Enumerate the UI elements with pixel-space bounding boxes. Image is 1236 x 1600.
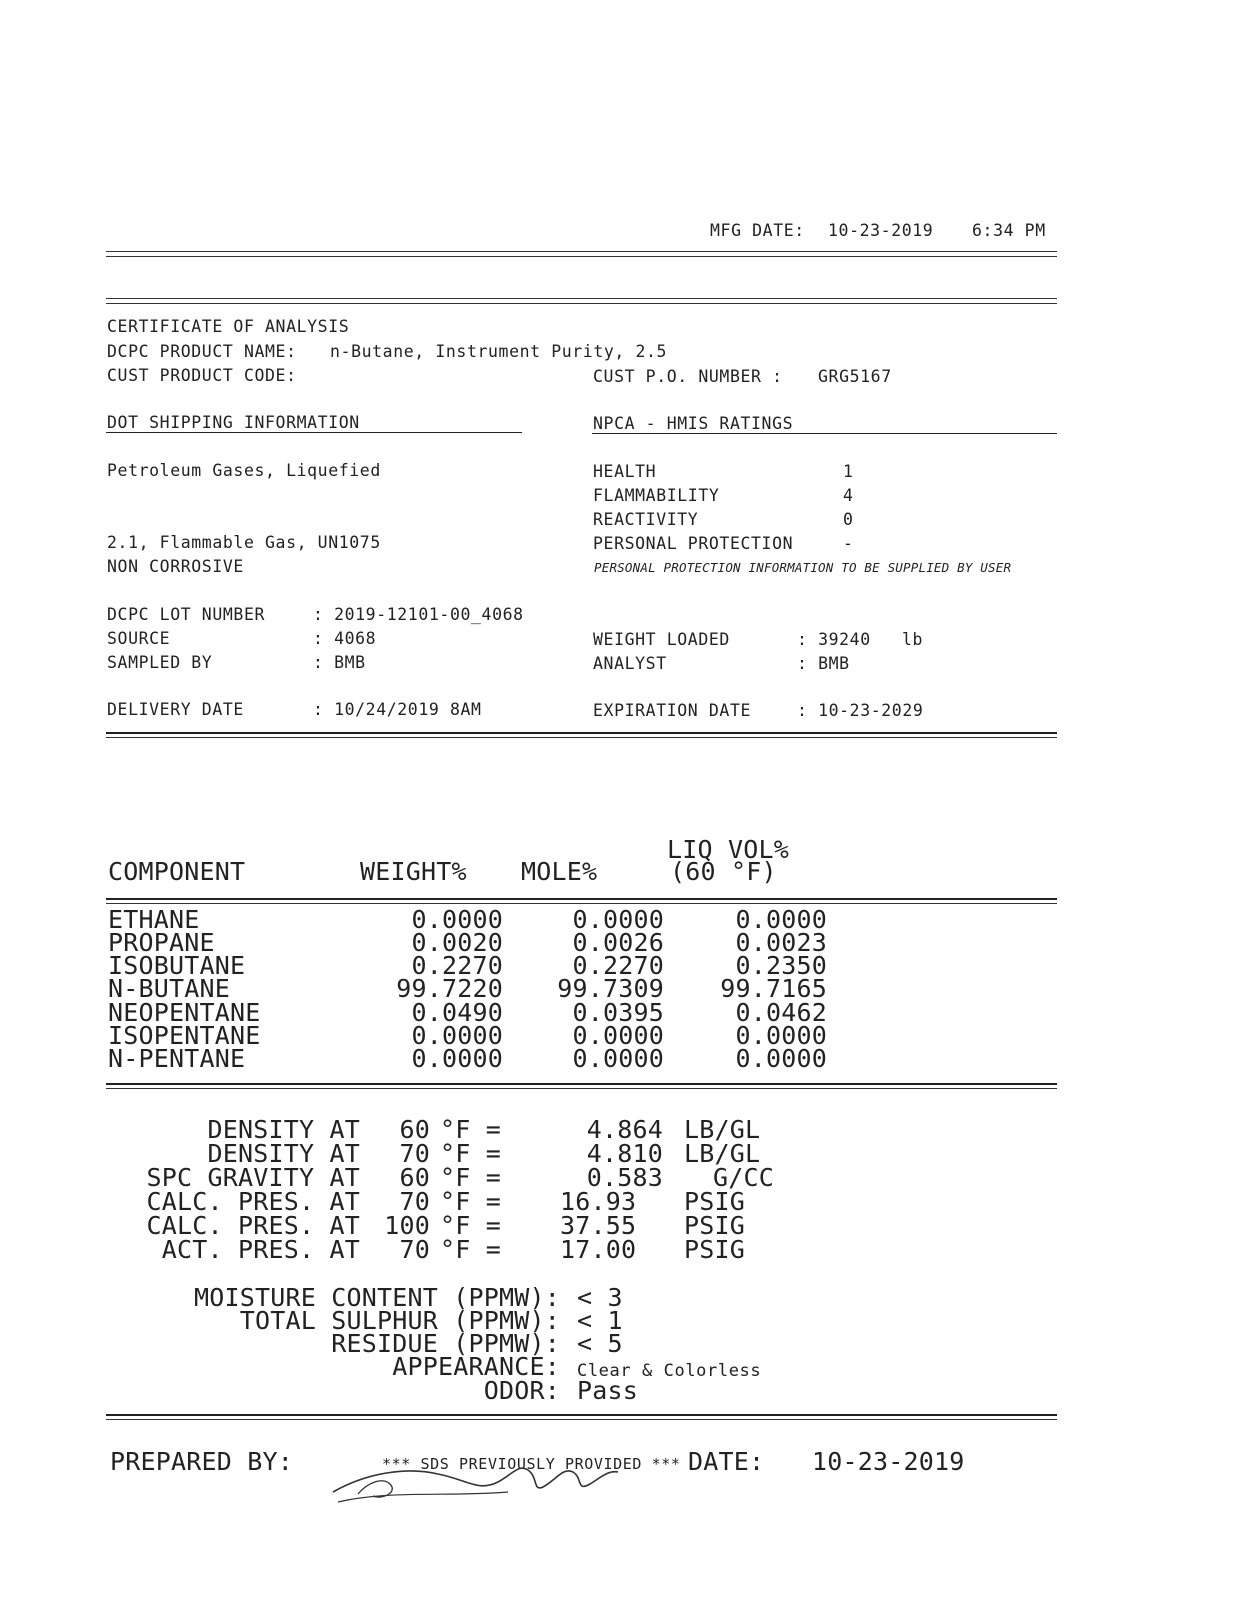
component-liq-vol: 0.0000 [735, 1021, 827, 1050]
property-value: 37.55 [560, 1211, 637, 1240]
component-liq-vol: 99.7165 [720, 974, 827, 1003]
test-label: RESIDUE (PPMW): [331, 1329, 560, 1358]
hmis-label-health: HEALTH [593, 462, 657, 481]
dot-heading: DOT SHIPPING INFORMATION [107, 413, 360, 432]
section-rule-top [106, 298, 1057, 299]
mfg-date: 10-23-2019 [828, 221, 934, 240]
property-unit: °F = [440, 1163, 502, 1192]
sds-notice: *** SDS PREVIOUSLY PROVIDED *** [382, 1455, 681, 1473]
component-liq-vol: 0.0000 [735, 1044, 827, 1073]
test-label: MOISTURE CONTENT (PPMW): [193, 1283, 560, 1312]
property-unit: °F = [440, 1139, 502, 1168]
test-value: Pass [577, 1376, 639, 1405]
lot-number: : 2019-12101-00_4068 [313, 605, 524, 624]
component-name: N-PENTANE [108, 1044, 246, 1073]
property-label: ACT. PRES. AT [161, 1235, 360, 1264]
property-value: 4.810 [586, 1139, 663, 1168]
hmis-label-flammability: FLAMMABILITY [593, 486, 720, 505]
component-name: ISOPENTANE [108, 1021, 261, 1050]
lot-rule-top [106, 732, 1057, 734]
property-value: 0.583 [586, 1163, 663, 1192]
lot-rule-bottom [106, 737, 1057, 738]
test-label: APPEARANCE: [392, 1352, 560, 1381]
test-value: < 1 [577, 1306, 623, 1335]
property-temp: 60 [399, 1163, 430, 1192]
component-weight: 0.0000 [411, 1021, 503, 1050]
col-header-component: COMPONENT [108, 857, 246, 886]
tests-rule-bottom [106, 1419, 1057, 1420]
hmis-value-flammability: 4 [843, 486, 854, 505]
product-name-label: DCPC PRODUCT NAME: [107, 342, 297, 361]
hmis-heading: NPCA - HMIS RATINGS [593, 414, 794, 433]
property-label: CALC. PRES. AT [146, 1187, 360, 1216]
component-mole: 0.0000 [572, 1021, 664, 1050]
mfg-date-label: MFG DATE: [710, 221, 805, 240]
expiration-date-label: EXPIRATION DATE [593, 701, 752, 720]
test-value: < 5 [577, 1329, 623, 1358]
header-rule-top [106, 251, 1057, 252]
component-liq-vol: 0.0462 [735, 998, 827, 1027]
mfg-time: 6:34 PM [972, 221, 1046, 240]
component-name: NEOPENTANE [108, 998, 261, 1027]
test-label: ODOR: [483, 1376, 560, 1405]
handwritten-signature [328, 1462, 628, 1512]
components-rule-bottom [106, 1088, 1057, 1089]
source-value: : 4068 [313, 629, 377, 648]
component-weight: 0.0000 [411, 905, 503, 934]
property-unit: °F = [440, 1235, 502, 1264]
dot-line-2: 2.1, Flammable Gas, UN1075 [107, 533, 381, 552]
components-rule-top [106, 1083, 1057, 1085]
property-temp: 70 [399, 1139, 430, 1168]
component-weight: 0.2270 [411, 951, 503, 980]
header-rule-bottom [106, 256, 1057, 257]
property-value: 16.93 [560, 1187, 637, 1216]
property-value: 4.864 [586, 1115, 663, 1144]
component-mole: 99.7309 [557, 974, 664, 1003]
source-label: SOURCE [107, 629, 171, 648]
hmis-value-personal-protection: - [843, 534, 854, 553]
cust-product-code-label: CUST PRODUCT CODE: [107, 366, 297, 385]
test-value: < 3 [577, 1283, 623, 1312]
property-label: DENSITY AT [207, 1139, 360, 1168]
col-header-liq-temp: (60 °F) [670, 857, 777, 886]
expiration-date-value: : 10-23-2029 [797, 701, 924, 720]
property-value: 17.00 [560, 1235, 637, 1264]
prepared-by-label: PREPARED BY: [110, 1447, 294, 1476]
property-temp: 70 [399, 1235, 430, 1264]
property-unit: °F = [440, 1211, 502, 1240]
analyst-label: ANALYST [593, 654, 667, 673]
property-measure: LB/GL [684, 1139, 761, 1168]
sampled-by-value: : BMB [313, 653, 366, 672]
cust-po-label: CUST P.O. NUMBER : [593, 367, 783, 386]
footer-date: 10-23-2019 [812, 1447, 965, 1476]
component-mole: 0.0000 [572, 905, 664, 934]
col-header-mole: MOLE% [521, 857, 598, 886]
property-unit: °F = [440, 1187, 502, 1216]
test-value: Clear & Colorless [577, 1361, 762, 1381]
component-liq-vol: 0.0000 [735, 905, 827, 934]
cust-po-number: GRG5167 [818, 367, 892, 386]
component-name: ETHANE [108, 905, 200, 934]
property-measure: PSIG [684, 1211, 746, 1240]
hmis-heading-underline [592, 433, 1057, 434]
hmis-value-reactivity: 0 [843, 510, 854, 529]
component-name: N-BUTANE [108, 974, 231, 1003]
component-weight: 0.0490 [411, 998, 503, 1027]
hmis-note: PERSONAL PROTECTION INFORMATION TO BE SUPPLIED BY USER [594, 560, 1012, 575]
delivery-date-label: DELIVERY DATE [107, 700, 244, 719]
sampled-by-label: SAMPLED BY [107, 653, 213, 672]
property-unit: °F = [440, 1115, 502, 1144]
component-weight: 0.0020 [411, 928, 503, 957]
hmis-label-personal-protection: PERSONAL PROTECTION [593, 534, 794, 553]
component-mole: 0.0026 [572, 928, 664, 957]
dot-line-1: Petroleum Gases, Liquefied [107, 461, 381, 480]
section-rule-bottom [106, 303, 1057, 304]
property-temp: 70 [399, 1187, 430, 1216]
component-name: ISOBUTANE [108, 951, 246, 980]
component-weight: 99.7220 [396, 974, 503, 1003]
hmis-value-health: 1 [843, 462, 854, 481]
property-measure: PSIG [684, 1235, 746, 1264]
property-temp: 60 [399, 1115, 430, 1144]
certificate-title: CERTIFICATE OF ANALYSIS [107, 317, 350, 336]
component-name: PROPANE [108, 928, 215, 957]
tests-rule-top [106, 1414, 1057, 1416]
component-mole: 0.2270 [572, 951, 664, 980]
property-label: CALC. PRES. AT [146, 1211, 360, 1240]
delivery-date-value: : 10/24/2019 8AM [313, 700, 482, 719]
component-mole: 0.0000 [572, 1044, 664, 1073]
lot-number-label: DCPC LOT NUMBER [107, 605, 266, 624]
product-name: n-Butane, Instrument Purity, 2.5 [330, 342, 668, 361]
component-mole: 0.0395 [572, 998, 664, 1027]
footer-date-label: DATE: [688, 1447, 765, 1476]
analyst-value: : BMB [797, 654, 850, 673]
weight-loaded-value: : 39240 [797, 630, 871, 649]
component-liq-vol: 0.0023 [735, 928, 827, 957]
component-weight: 0.0000 [411, 1044, 503, 1073]
weight-loaded-unit: lb [902, 630, 924, 649]
property-label: DENSITY AT [207, 1115, 360, 1144]
property-label: SPC GRAVITY AT [146, 1163, 360, 1192]
dot-line-3: NON CORROSIVE [107, 557, 244, 576]
property-measure: G/CC [712, 1163, 774, 1192]
table-rule-top [106, 898, 1057, 900]
weight-loaded-label: WEIGHT LOADED [593, 630, 730, 649]
col-header-liq-vol: LIQ VOL% [667, 835, 790, 864]
test-label: TOTAL SULPHUR (PPMW): [239, 1306, 560, 1335]
table-rule-bottom [106, 903, 1057, 904]
dot-heading-underline [106, 432, 522, 433]
component-liq-vol: 0.2350 [735, 951, 827, 980]
property-temp: 100 [384, 1211, 430, 1240]
property-measure: LB/GL [684, 1115, 761, 1144]
property-measure: PSIG [684, 1187, 746, 1216]
col-header-weight: WEIGHT% [360, 857, 467, 886]
hmis-label-reactivity: REACTIVITY [593, 510, 699, 529]
